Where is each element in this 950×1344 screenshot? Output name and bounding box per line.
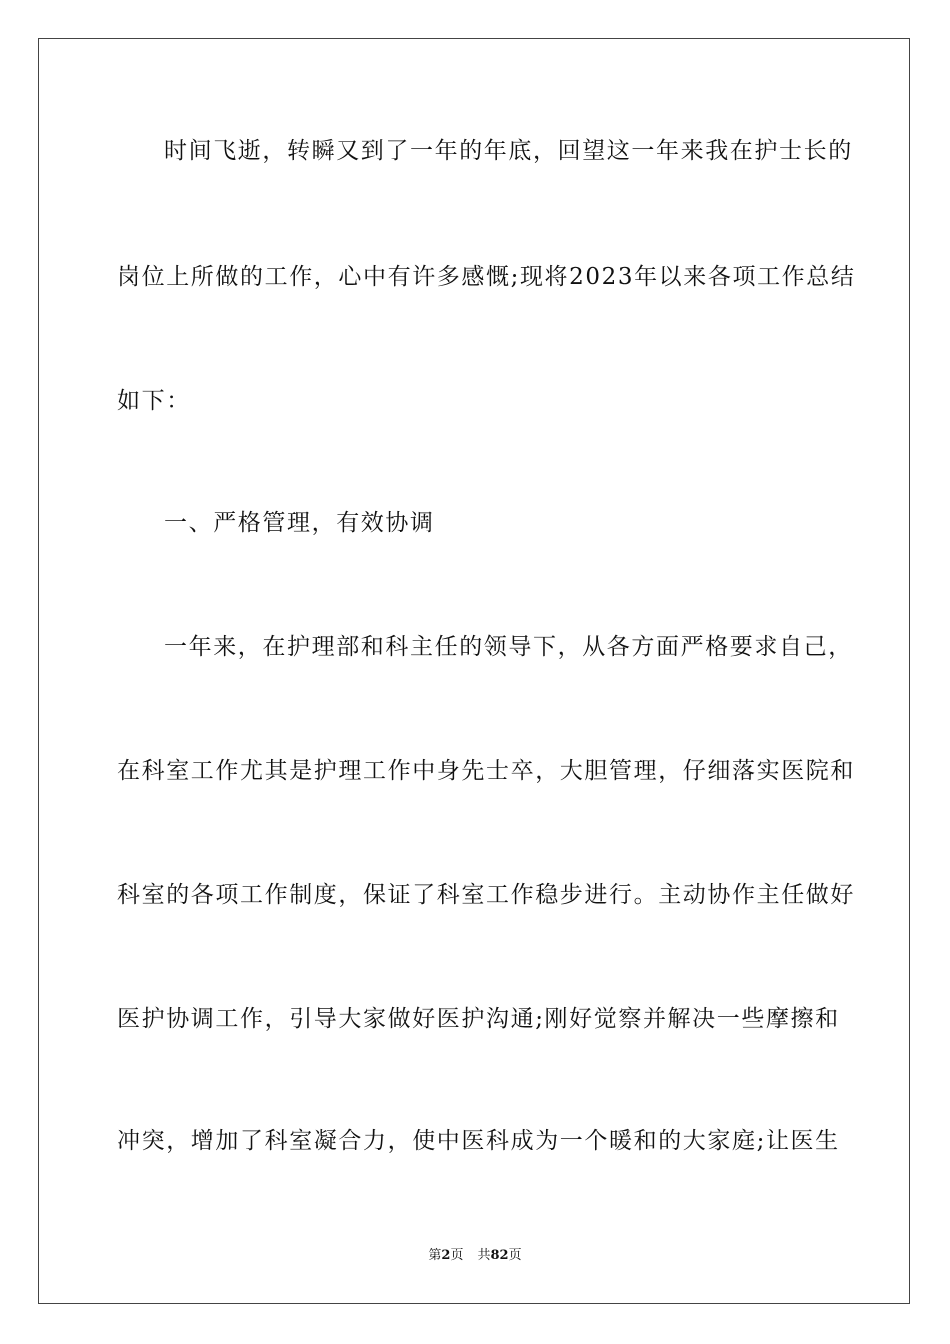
page-prefix: 第: [428, 1248, 442, 1263]
page-number: 2: [441, 1248, 451, 1263]
text-line-8: 医护协调工作，引导大家做好医护沟通;刚好觉察并解决一些摩擦和: [117, 1006, 840, 1032]
page-suffix: 页: [450, 1248, 464, 1263]
section-heading: 一、严格管理，有效协调: [164, 510, 435, 536]
text-line-2: 岗位上所做的工作，心中有许多感慨;现将2023年以来各项工作总结: [117, 264, 856, 290]
total-prefix: 共: [477, 1248, 491, 1263]
text-line-9: 冲突，增加了科室凝合力，使中医科成为一个暖和的大家庭;让医生: [117, 1128, 840, 1154]
total-pages: 82: [490, 1248, 509, 1263]
text-line-3: 如下：: [117, 388, 191, 414]
page-footer: [0, 1247, 950, 1265]
text-line-7: 科室的各项工作制度，保证了科室工作稳步进行。主动协作主任做好: [117, 882, 855, 908]
total-suffix: 页: [508, 1248, 522, 1263]
text-line-6: 在科室工作尤其是护理工作中身先士卒，大胆管理，仔细落实医院和: [117, 758, 855, 784]
page-border: [38, 38, 910, 1304]
text-line-1: 时间飞逝，转瞬又到了一年的年底，回望这一年来我在护士长的: [164, 138, 853, 164]
text-line-5: 一年来，在护理部和科主任的领导下，从各方面严格要求自己，: [164, 634, 853, 660]
